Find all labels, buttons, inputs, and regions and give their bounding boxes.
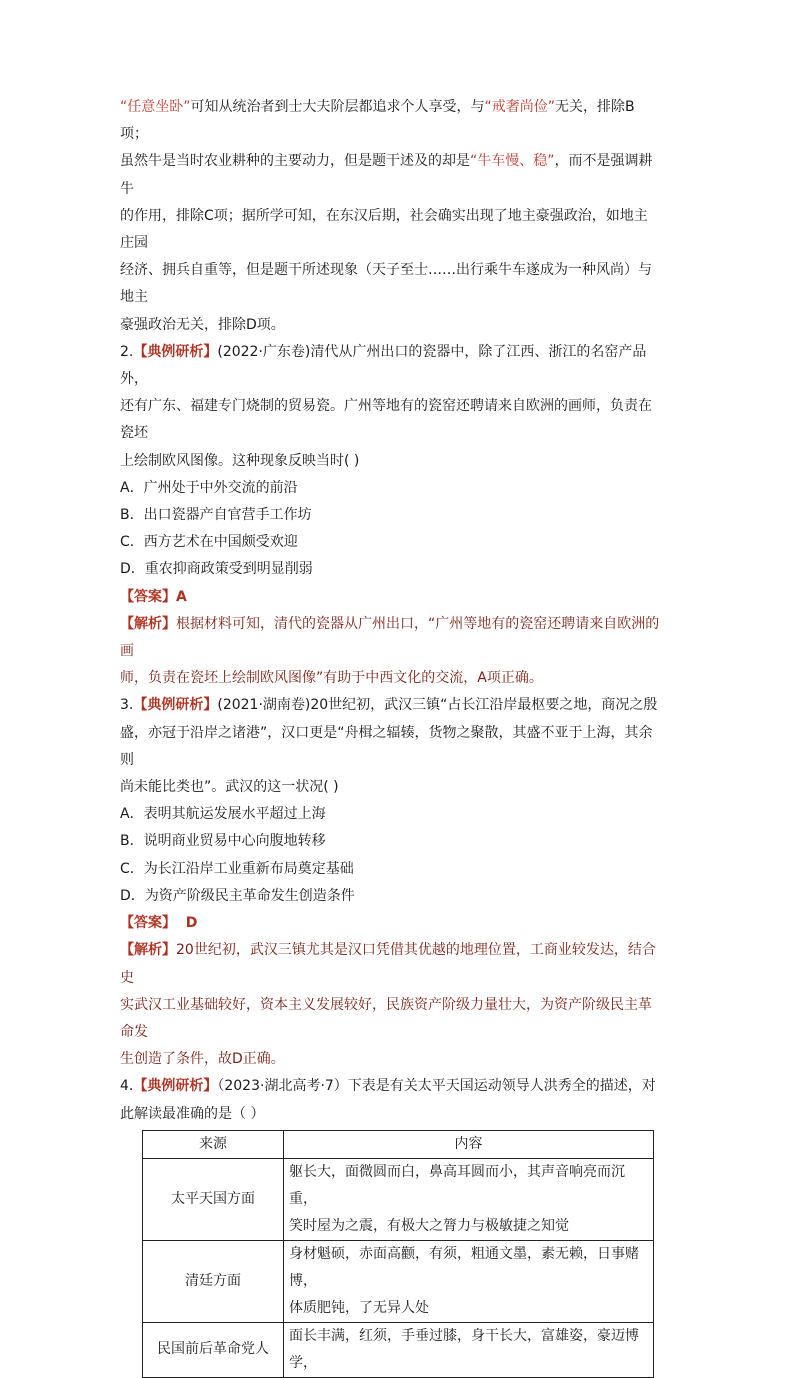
q3-tag: 【典例研析】	[133, 697, 218, 714]
q2-stem-line-2: 还有广东、福建专门烧制的贸易瓷。广州等地有的瓷窑还聘请来自欧洲的画师，负责在瓷坯	[120, 398, 652, 442]
q2-answer: 【答案】A	[120, 588, 187, 605]
document-content	[120, 94, 660, 1378]
q4-tag: 【典例研析】	[133, 1078, 218, 1095]
table-cell-content: 面长丰满，红须，手垂过膝，身干长大，富雄姿，豪迈博学，	[284, 1322, 654, 1377]
q3-stem-line-2: 盛，亦冠于沿岸之诸港”，汉口更是“舟楫之辐辏，货物之聚散，其盛不亚于上海，其余则	[120, 724, 653, 768]
intro-line-4: 经济、拥兵自重等，但是题干所述现象（天子至士……出行乘牛车遂成为一种风尚）与地主	[120, 262, 652, 306]
q3-analysis-line-2: 实武汉工业基础较好，资本主义发展较好，民族资产阶级力量壮大，为资产阶级民主革命发	[120, 996, 652, 1040]
q3-stem-line-3: 尚未能比类也”。武汉的这一状况( )	[120, 779, 339, 796]
table-row	[143, 1158, 654, 1240]
question-2	[120, 339, 660, 693]
q3-option-c: C．为长江沿岸工业重新布局奠定基础	[120, 860, 354, 877]
intro-line-1: “任意坐卧”可知从统治者到士大夫阶层都追求个人享受，与“戒奢尚俭”无关，排除B项；	[120, 99, 635, 143]
table-header-source: 来源	[143, 1130, 284, 1158]
table-header-row	[143, 1130, 654, 1158]
question-3	[120, 692, 660, 1073]
q2-stem-line-1: 2.【典例研析】(2022·广东卷)清代从广州出口的瓷器中，除了江西、浙江的名窑产品外，	[120, 343, 647, 388]
description-table	[142, 1130, 654, 1378]
q3-option-b: B．说明商业贸易中心向腹地转移	[120, 833, 326, 850]
question-4	[120, 1073, 660, 1377]
table-cell-source: 太平天国方面	[143, 1158, 284, 1240]
q3-stem-line-1: 3.【典例研析】(2021·湖南卷)20世纪初，武汉三镇“占长江沿岸最枢要之地，商况之殷	[120, 697, 658, 714]
table-cell-content: 躯长大，面微圆而白，鼻高耳圆而小，其声音响亮而沉重， 笑时屋为之震，有极大之膂力与极敏捷之知觉	[284, 1158, 654, 1240]
q2-analysis-line-2: 师，负责在瓷坯上绘制欧风图像”有助于中西文化的交流，A项正确。	[120, 670, 543, 687]
q2-option-d: D．重农抑商政策受到明显削弱	[120, 561, 313, 578]
q4-stem-line-2: 此解读最准确的是（ ）	[120, 1105, 265, 1122]
q3-analysis-line-1: 【解析】20世纪初，武汉三镇尤其是汉口凭借其优越的地理位置，工商业较发达，结合史	[120, 942, 656, 986]
q3-option-d: D．为资产阶级民主革命发生创造条件	[120, 887, 355, 904]
table-cell-source: 民国前后革命党人	[143, 1322, 284, 1377]
q2-tag: 【典例研析】	[133, 343, 218, 360]
q2-option-c: C．西方艺术在中国颇受欢迎	[120, 534, 298, 551]
table-cell-content: 身材魁硕，赤面高颧，有须，粗通文墨，素无赖，日事赌博， 体质肥钝，了无异人处	[284, 1240, 654, 1322]
q2-stem-line-3: 上绘制欧风图像。这种现象反映当时( )	[120, 452, 360, 469]
table-header-content: 内容	[284, 1130, 654, 1158]
q3-answer: 【答案】 D	[120, 915, 198, 932]
q1-analysis-continuation	[120, 94, 660, 339]
table-row	[143, 1240, 654, 1322]
q3-option-a: A．表明其航运发展水平超过上海	[120, 806, 326, 823]
q2-analysis-line-1: 【解析】根据材料可知，清代的瓷器从广州出口，“广州等地有的瓷窑还聘请来自欧洲的画	[120, 615, 660, 660]
table-cell-source: 清廷方面	[143, 1240, 284, 1322]
q2-option-b: B．出口瓷器产自官营手工作坊	[120, 507, 312, 524]
table-row	[143, 1322, 654, 1377]
q2-option-a: A．广州处于中外交流的前沿	[120, 479, 298, 496]
q4-stem-line-1: 4.【典例研析】（2023·湖北高考·7）下表是有关太平天国运动领导人洪秀全的描述，对	[120, 1078, 656, 1095]
intro-line-5: 豪强政治无关，排除D项。	[120, 316, 285, 333]
q3-analysis-line-3: 生创造了条件，故D正确。	[120, 1051, 285, 1068]
intro-line-3: 的作用，排除C项；据所学可知，在东汉后期，社会确实出现了地主豪强政治，如地主庄园	[120, 207, 648, 252]
intro-line-2: 虽然牛是当时农业耕种的主要动力，但是题干述及的却是“牛车慢、稳”，而不是强调耕牛	[120, 153, 653, 197]
